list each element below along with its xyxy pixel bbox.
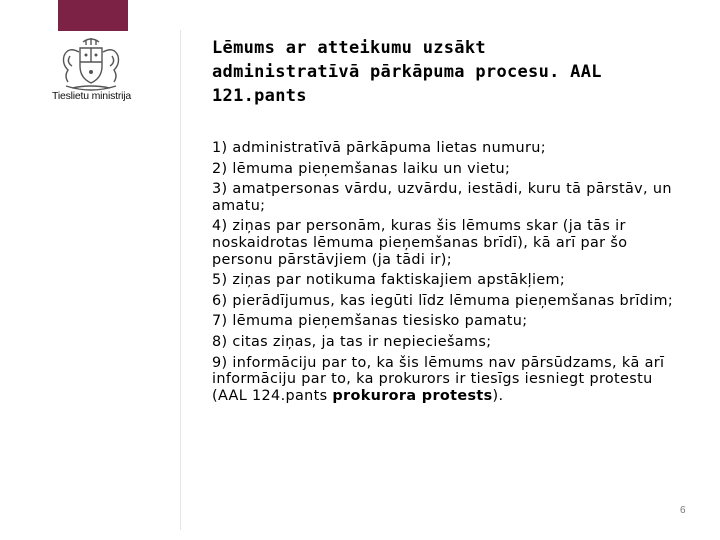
ministry-name: Tieslietu ministrija [52, 90, 132, 102]
title-line: 121.pants [212, 86, 307, 106]
header-accent-bar [58, 0, 128, 31]
list-item-bold: prokurora protests [332, 387, 493, 404]
title-line: Lēmums ar atteikumu uzsākt [212, 38, 486, 58]
list-item: 3) amatpersonas vārdu, uzvārdu, iestādi, kuru tā pārstāv, un amatu; [212, 181, 672, 214]
requirements-list [212, 140, 690, 408]
slide-title [212, 36, 692, 108]
list-item: 8) citas ziņas, ja tas ir nepieciešams; [212, 333, 492, 350]
page-number: 6 [680, 505, 686, 516]
list-item-text: 9) informāciju par to, ka šis lēmums nav pārsūdzams, kā arī informāciju par to, ka prokurors ir tiesīgs iesniegt protestu (AAL 124.pants [212, 354, 665, 404]
divider-line [180, 30, 181, 530]
list-item: 1) administratīvā pārkāpuma lietas numuru; [212, 140, 546, 156]
list-item: 6) pierādījumus, kas iegūti līdz lēmuma pieņemšanas brīdim; [212, 292, 674, 309]
list-item [212, 355, 690, 405]
list-item: 7) lēmuma pieņemšanas tiesisko pamatu; [212, 313, 528, 330]
list-item: 2) lēmuma pieņemšanas laiku un vietu; [212, 160, 511, 177]
list-item-end: ). [492, 387, 504, 404]
list-item: 5) ziņas par notikuma faktiskajiem apstākļiem; [212, 272, 566, 289]
list-item: 4) ziņas par personām, kuras šis lēmums skar (ja tās ir noskaidrotas lēmuma pieņemšanas brīdī), kā arī par šo personu pārstāvjiem (ja tādi ir); [212, 218, 628, 268]
title-line: administratīvā pārkāpuma procesu. AAL [212, 62, 602, 82]
